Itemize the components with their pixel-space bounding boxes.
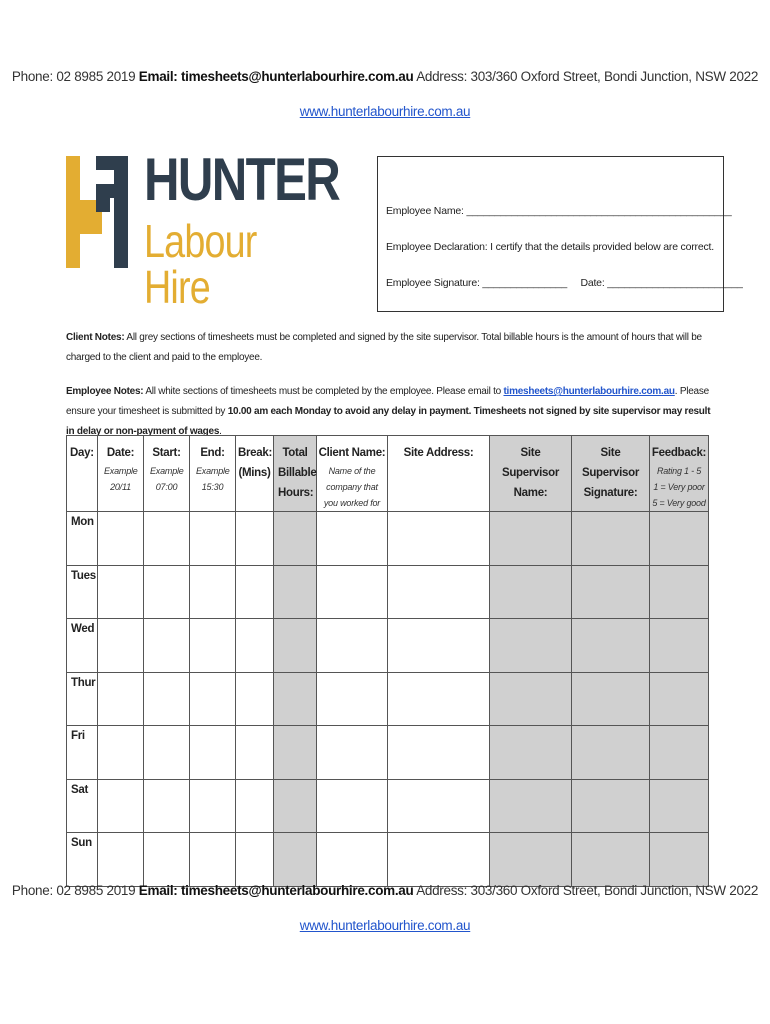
total-billable-hours-cell[interactable] (274, 512, 317, 566)
table-row (67, 779, 709, 833)
client-name-cell[interactable] (317, 672, 388, 726)
site-supervisor-name-cell[interactable] (490, 672, 572, 726)
website-link[interactable]: www.hunterlabourhire.com.au (299, 104, 471, 119)
site-supervisor-signature-cell[interactable] (572, 512, 650, 566)
site-address-cell[interactable] (388, 726, 490, 780)
employee-notes-label: Employee Notes: (66, 386, 144, 397)
footer-address-text: Address: 303/360 Oxford Street, Bondi Junction, NSW 2022 (416, 883, 759, 898)
start-cell[interactable] (144, 512, 190, 566)
break-cell[interactable] (236, 779, 274, 833)
break-cell[interactable] (236, 726, 274, 780)
feedback-cell[interactable] (650, 726, 709, 780)
break-cell[interactable] (236, 512, 274, 566)
start-cell[interactable] (144, 726, 190, 780)
site-address-cell[interactable] (388, 833, 490, 887)
site-supervisor-signature-cell[interactable] (572, 779, 650, 833)
start-cell[interactable] (144, 779, 190, 833)
client-name-cell[interactable] (317, 565, 388, 619)
start-cell[interactable] (144, 619, 190, 673)
start-cell[interactable] (144, 565, 190, 619)
day-label: Sun (67, 833, 98, 887)
date-cell[interactable] (98, 619, 144, 673)
phone-text: Phone: 02 8985 2019 (11, 69, 136, 84)
site-address-cell[interactable] (388, 672, 490, 726)
col-header-site-address: Site Address: (388, 436, 490, 512)
header-contact-line (0, 69, 770, 84)
client-notes (66, 328, 716, 368)
client-name-cell[interactable] (317, 726, 388, 780)
footer-phone-text: Phone: 02 8985 2019 (11, 883, 136, 898)
col-header-day: Day: (67, 436, 98, 512)
start-cell[interactable] (144, 833, 190, 887)
date-cell[interactable] (98, 672, 144, 726)
employee-signature-field[interactable] (386, 277, 743, 289)
logo-mark-icon (66, 156, 136, 268)
end-cell[interactable] (190, 512, 236, 566)
employee-name-field[interactable]: Employee Name: _______________________________________________ (386, 205, 732, 217)
client-name-cell[interactable] (317, 619, 388, 673)
col-header-feedback: Feedback: Rating 1 - 5 1 = Very poor 5 = Very good (650, 436, 709, 512)
feedback-cell[interactable] (650, 833, 709, 887)
col-header-start: Start: Example 07:00 (144, 436, 190, 512)
day-label: Fri (67, 726, 98, 780)
break-cell[interactable] (236, 619, 274, 673)
table-row (67, 512, 709, 566)
end-cell[interactable] (190, 779, 236, 833)
total-billable-hours-cell[interactable] (274, 565, 317, 619)
employee-notes (66, 382, 716, 442)
client-name-cell[interactable] (317, 833, 388, 887)
total-billable-hours-cell[interactable] (274, 619, 317, 673)
footer-contact-line (0, 883, 770, 898)
address-text: Address: 303/360 Oxford Street, Bondi Junction, NSW 2022 (416, 69, 759, 84)
col-header-site-supervisor-name: Site Supervisor Name: (490, 436, 572, 512)
end-cell[interactable] (190, 619, 236, 673)
employee-notes-text: All white sections of timesheets must be completed by the employee. Please email to (145, 386, 501, 397)
email-text[interactable]: Email: timesheets@hunterlabourhire.com.au (138, 69, 414, 84)
timesheets-email-link[interactable]: timesheets@hunterlabourhire.com.au (503, 386, 675, 397)
hunter-logo (66, 146, 340, 313)
end-cell[interactable] (190, 726, 236, 780)
break-cell[interactable] (236, 565, 274, 619)
client-notes-text: All grey sections of timesheets must be completed and signed by the site supervisor. Total billable hours is the amount of hours that will be charged to the client and paid to the employee. (66, 332, 702, 363)
footer-website-link[interactable]: www.hunterlabourhire.com.au (299, 918, 471, 933)
start-cell[interactable] (144, 672, 190, 726)
end-cell[interactable] (190, 672, 236, 726)
employee-notes-end: . (219, 426, 222, 437)
client-name-cell[interactable] (317, 779, 388, 833)
total-billable-hours-cell[interactable] (274, 833, 317, 887)
employee-notes-deadline: 10.00 am each Monday to avoid any delay in payment. Timesheets not signed by site supervisor may result in delay or non-payment of wages (66, 406, 711, 437)
day-label: Mon (67, 512, 98, 566)
feedback-cell[interactable] (650, 672, 709, 726)
table-row (67, 726, 709, 780)
feedback-cell[interactable] (650, 779, 709, 833)
total-billable-hours-cell[interactable] (274, 726, 317, 780)
feedback-cell[interactable] (650, 565, 709, 619)
date-line[interactable]: Date: ________________________ (580, 277, 743, 289)
date-cell[interactable] (98, 726, 144, 780)
client-notes-label: Client Notes: (66, 332, 125, 343)
col-header-break: Break: (Mins) (236, 436, 274, 512)
day-label: Thur (67, 672, 98, 726)
table-header-row (67, 436, 709, 512)
feedback-cell[interactable] (650, 512, 709, 566)
table-row (67, 619, 709, 673)
date-cell[interactable] (98, 512, 144, 566)
col-header-end: End: Example 15:30 (190, 436, 236, 512)
site-supervisor-name-cell[interactable] (490, 565, 572, 619)
footer-email-text[interactable]: Email: timesheets@hunterlabourhire.com.au (138, 883, 414, 898)
col-header-total-billable-hours: Total Billable Hours: (274, 436, 317, 512)
site-supervisor-name-cell[interactable] (490, 833, 572, 887)
site-supervisor-name-cell[interactable] (490, 619, 572, 673)
day-label: Tues (67, 565, 98, 619)
end-cell[interactable] (190, 565, 236, 619)
feedback-cell[interactable] (650, 619, 709, 673)
site-address-cell[interactable] (388, 512, 490, 566)
table-row (67, 672, 709, 726)
site-address-cell[interactable] (388, 565, 490, 619)
col-header-client-name: Client Name: Name of the company that you worked for (317, 436, 388, 512)
table-row (67, 565, 709, 619)
total-billable-hours-cell[interactable] (274, 779, 317, 833)
site-supervisor-signature-cell[interactable] (572, 619, 650, 673)
site-address-cell[interactable] (388, 779, 490, 833)
col-header-date: Date: Example 20/11 (98, 436, 144, 512)
date-cell[interactable] (98, 779, 144, 833)
employee-details-box (377, 156, 743, 312)
site-address-cell[interactable] (388, 619, 490, 673)
site-supervisor-name-cell[interactable] (490, 512, 572, 566)
site-supervisor-signature-cell[interactable] (572, 726, 650, 780)
date-cell[interactable] (98, 833, 144, 887)
day-label: Sat (67, 779, 98, 833)
end-cell[interactable] (190, 833, 236, 887)
employee-notes-text-2: . Please ensure your timesheet is submitted by (66, 386, 709, 417)
client-name-cell[interactable] (317, 512, 388, 566)
site-supervisor-signature-cell[interactable] (572, 565, 650, 619)
col-header-site-supervisor-signature: Site Supervisor Signature: (572, 436, 650, 512)
signature-line[interactable]: Employee Signature: _______________ (386, 277, 567, 289)
employee-declaration: Employee Declaration: I certify that the details provided below are correct. (386, 241, 714, 253)
table-row (67, 833, 709, 887)
timesheet-table (66, 435, 709, 887)
site-supervisor-signature-cell[interactable] (572, 672, 650, 726)
logo-word-labour-hire: Labour Hire (144, 215, 257, 313)
break-cell[interactable] (236, 833, 274, 887)
day-label: Wed (67, 619, 98, 673)
site-supervisor-name-cell[interactable] (490, 726, 572, 780)
total-billable-hours-cell[interactable] (274, 672, 317, 726)
site-supervisor-signature-cell[interactable] (572, 833, 650, 887)
logo-word-hunter: HUNTER (144, 146, 340, 213)
date-cell[interactable] (98, 565, 144, 619)
break-cell[interactable] (236, 672, 274, 726)
site-supervisor-name-cell[interactable] (490, 779, 572, 833)
